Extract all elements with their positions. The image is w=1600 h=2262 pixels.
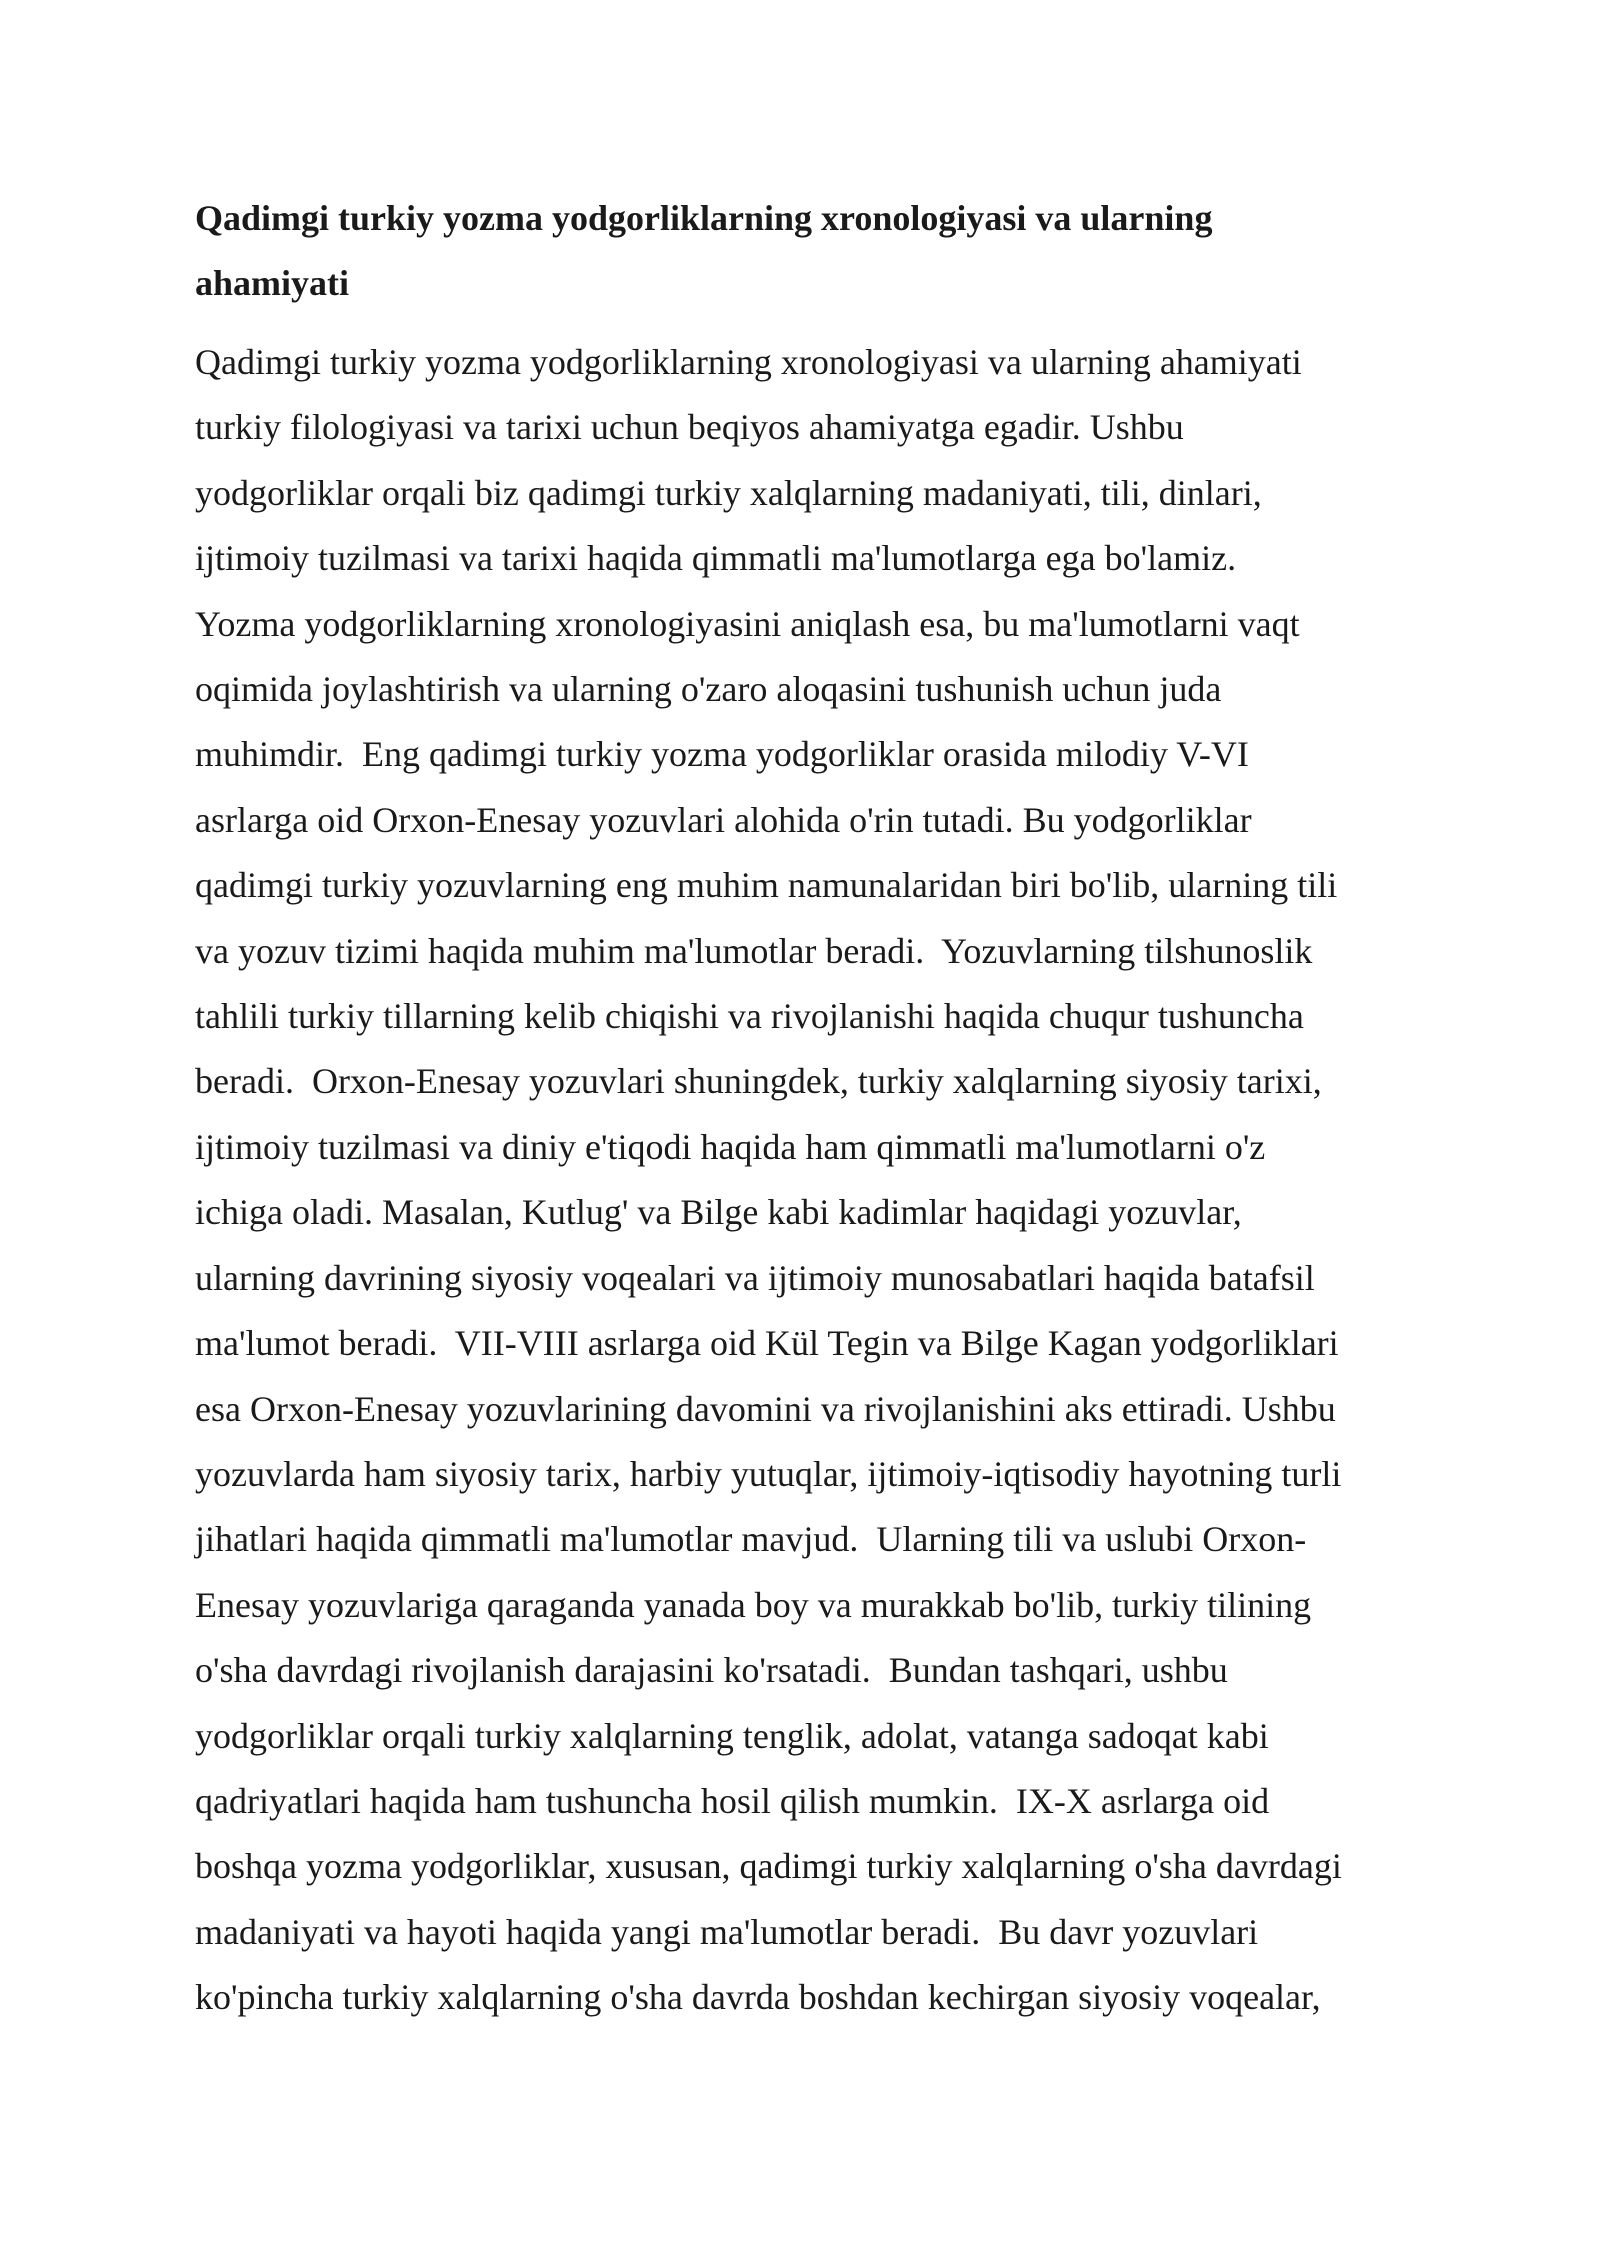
body-line: o'sha davrdagi rivojlanish darajasini ko'rsatadi. Bundan tashqari, ushbu: [195, 1650, 1228, 1691]
body-line: boshqa yozma yodgorliklar, xususan, qadimgi turkiy xalqlarning o'sha davrdagi: [195, 1846, 1342, 1887]
body-line: Qadimgi turkiy yozma yodgorliklarning xronologiyasi va ularning ahamiyati: [195, 342, 1302, 382]
body-line: tahlili turkiy tillarning kelib chiqishi va rivojlanishi haqida chuqur tushuncha: [195, 996, 1304, 1037]
body-line: Yozma yodgorliklarning xronologiyasini aniqlash esa, bu ma'lumotlarni vaqt: [195, 603, 1300, 644]
body-line: jihatlari haqida qimmatli ma'lumotlar mavjud. Ularning tili va uslubi Orxon-: [195, 1519, 1307, 1560]
body-line: ma'lumot beradi. VII-VIII asrlarga oid Kül Tegin va Bilge Kagan yodgorliklari: [195, 1323, 1339, 1364]
body-line: oqimida joylashtirish va ularning o'zaro aloqasini tushunish uchun juda: [195, 669, 1222, 710]
body-line: beradi. Orxon-Enesay yozuvlari shuningdek, turkiy xalqlarning siyosiy tarixi,: [195, 1061, 1322, 1102]
body-line: muhimdir. Eng qadimgi turkiy yozma yodgorliklar orasida milodiy V-VI: [195, 734, 1249, 775]
body-line: va yozuv tizimi haqida muhim ma'lumotlar beradi. Yozuvlarning tilshunoslik: [195, 930, 1313, 971]
body-line: qadriyatlari haqida ham tushuncha hosil qilish mumkin. IX-X asrlarga oid: [195, 1780, 1270, 1821]
body-line: yodgorliklar orqali turkiy xalqlarning tenglik, adolat, vatanga sadoqat kabi: [195, 1715, 1269, 1756]
title-line: ahamiyati: [195, 263, 350, 303]
body-line: asrlarga oid Orxon-Enesay yozuvlari alohida o'rin tutadi. Bu yodgorliklar: [195, 799, 1252, 840]
body-line: madaniyati va hayoti haqida yangi ma'lumotlar beradi. Bu davr yozuvlari: [195, 1911, 1259, 1952]
document-body: [195, 330, 1425, 2031]
body-line: ichiga oladi. Masalan, Kutlug' va Bilge kabi kadimlar haqidagi yozuvlar,: [195, 1192, 1242, 1233]
body-line: esa Orxon-Enesay yozuvlarining davomini va rivojlanishini aks ettiradi. Ushbu: [195, 1388, 1336, 1429]
body-line: ijtimoiy tuzilmasi va tarixi haqida qimmatli ma'lumotlarga ega bo'lamiz.: [195, 538, 1237, 579]
body-line: ularning davrining siyosiy voqealari va ijtimoiy munosabatlari haqida batafsil: [195, 1257, 1315, 1298]
body-line: ijtimoiy tuzilmasi va diniy e'tiqodi haqida ham qimmatli ma'lumotlarni o'z: [195, 1126, 1266, 1167]
body-line: turkiy filologiyasi va tarixi uchun beqiyos ahamiyatga egadir. Ushbu: [195, 407, 1184, 448]
document-content: [195, 186, 1425, 2031]
body-line: yodgorliklar orqali biz qadimgi turkiy xalqlarning madaniyati, tili, dinlari,: [195, 472, 1262, 513]
document-title: [195, 186, 1425, 316]
title-line: Qadimgi turkiy yozma yodgorliklarning xronologiyasi va ularning: [195, 198, 1213, 238]
body-line: yozuvlarda ham siyosiy tarix, harbiy yutuqlar, ijtimoiy-iqtisodiy hayotning turli: [195, 1453, 1342, 1494]
body-line: ko'pincha turkiy xalqlarning o'sha davrda boshdan kechirgan siyosiy voqealar,: [195, 1977, 1321, 2018]
body-line: qadimgi turkiy yozuvlarning eng muhim namunalaridan biri bo'lib, ularning tili: [195, 865, 1338, 906]
body-line: Enesay yozuvlariga qaraganda yanada boy va murakkab bo'lib, turkiy tilining: [195, 1584, 1312, 1625]
